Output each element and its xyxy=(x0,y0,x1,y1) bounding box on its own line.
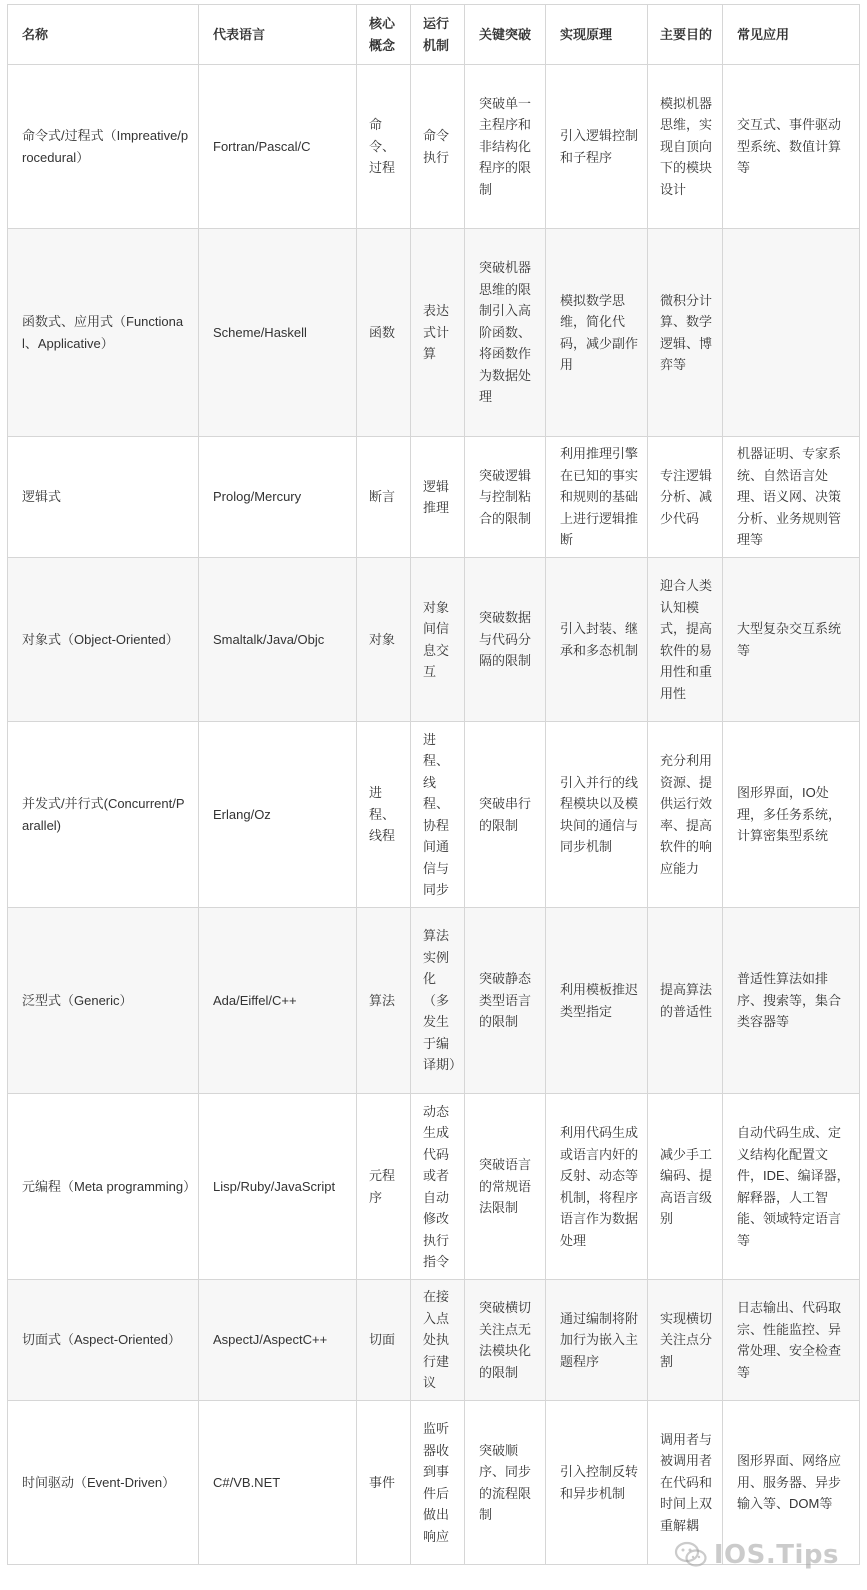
cell-principle: 利用代码生成或语言内奸的反射、动态等机制，将程序语言作为数据处理 xyxy=(546,1094,648,1280)
cell-purpose: 微积分计算、数学逻辑、博弈等 xyxy=(648,229,723,437)
cell-breakthrough: 突破顺序、同步的流程限制 xyxy=(465,1401,546,1565)
table-row xyxy=(8,722,860,908)
cell-name: 元编程（Meta programming） xyxy=(8,1094,199,1280)
cell-principle: 引入封装、继承和多态机制 xyxy=(546,558,648,722)
cell-principle: 利用模板推迟类型指定 xyxy=(546,908,648,1094)
header-core-concept: 核心概念 xyxy=(357,5,411,65)
cell-purpose: 提高算法的普适性 xyxy=(648,908,723,1094)
cell-applications xyxy=(723,229,860,437)
cell-name: 逻辑式 xyxy=(8,437,199,558)
cell-core-concept: 算法 xyxy=(357,908,411,1094)
cell-mechanism: 对象间信息交互 xyxy=(411,558,465,722)
header-purpose: 主要目的 xyxy=(648,5,723,65)
cell-language: Erlang/Oz xyxy=(199,722,357,908)
cell-principle: 引入逻辑控制和子程序 xyxy=(546,65,648,229)
cell-mechanism: 算法实例化（多发生于编译期） xyxy=(411,908,465,1094)
cell-language: Lisp/Ruby/JavaScript xyxy=(199,1094,357,1280)
table-row xyxy=(8,558,860,722)
cell-mechanism: 动态生成代码或者自动修改执行指令 xyxy=(411,1094,465,1280)
cell-breakthrough: 突破逻辑与控制粘合的限制 xyxy=(465,437,546,558)
cell-mechanism: 进程、线程、协程间通信与同步 xyxy=(411,722,465,908)
cell-core-concept: 对象 xyxy=(357,558,411,722)
table-row xyxy=(8,1094,860,1280)
header-applications: 常见应用 xyxy=(723,5,860,65)
cell-name: 切面式（Aspect-Oriented） xyxy=(8,1280,199,1401)
cell-principle: 引入控制反转和异步机制 xyxy=(546,1401,648,1565)
table-row xyxy=(8,65,860,229)
cell-core-concept: 函数 xyxy=(357,229,411,437)
cell-applications: 图形界面、网络应用、服务器、异步输入等、DOM等 xyxy=(723,1401,860,1565)
cell-mechanism: 逻辑推理 xyxy=(411,437,465,558)
cell-applications: 大型复杂交互系统等 xyxy=(723,558,860,722)
cell-name: 对象式（Object-Oriented） xyxy=(8,558,199,722)
cell-principle: 通过编制将附加行为嵌入主题程序 xyxy=(546,1280,648,1401)
cell-core-concept: 事件 xyxy=(357,1401,411,1565)
cell-mechanism: 命令执行 xyxy=(411,65,465,229)
cell-core-concept: 命令、过程 xyxy=(357,65,411,229)
header-language: 代表语言 xyxy=(199,5,357,65)
header-row xyxy=(8,5,860,65)
cell-applications: 日志输出、代码取宗、性能监控、异常处理、安全检查等 xyxy=(723,1280,860,1401)
cell-purpose: 专注逻辑分析、减少代码 xyxy=(648,437,723,558)
watermark-text: IOS.Tips xyxy=(713,1540,839,1570)
cell-applications: 普适性算法如排序、搜索等，集合类容器等 xyxy=(723,908,860,1094)
cell-language: C#/VB.NET xyxy=(199,1401,357,1565)
cell-breakthrough: 突破串行的限制 xyxy=(465,722,546,908)
cell-applications: 自动代码生成、定义结构化配置文件，IDE、编译器，解释器，人工智能、领域特定语言等 xyxy=(723,1094,860,1280)
header-name: 名称 xyxy=(8,5,199,65)
cell-breakthrough: 突破单一主程序和非结构化程序的限制 xyxy=(465,65,546,229)
cell-name: 命令式/过程式（Impreative/procedural） xyxy=(8,65,199,229)
cell-language: AspectJ/AspectC++ xyxy=(199,1280,357,1401)
cell-language: Scheme/Haskell xyxy=(199,229,357,437)
cell-principle: 利用推理引擎在已知的事实和规则的基础上进行逻辑推断 xyxy=(546,437,648,558)
cell-principle: 引入并行的线程模块以及模块间的通信与同步机制 xyxy=(546,722,648,908)
cell-name: 函数式、应用式（Functional、Applicative） xyxy=(8,229,199,437)
table-row xyxy=(8,1280,860,1401)
cell-breakthrough: 突破语言的常规语法限制 xyxy=(465,1094,546,1280)
cell-core-concept: 元程序 xyxy=(357,1094,411,1280)
cell-mechanism: 表达式计算 xyxy=(411,229,465,437)
cell-breakthrough: 突破静态类型语言的限制 xyxy=(465,908,546,1094)
cell-purpose: 迎合人类认知模式，提高软件的易用性和重用性 xyxy=(648,558,723,722)
cell-core-concept: 进程、线程 xyxy=(357,722,411,908)
cell-applications: 图形界面，IO处理，多任务系统，计算密集型系统 xyxy=(723,722,860,908)
cell-breakthrough: 突破横切关注点无法模块化的限制 xyxy=(465,1280,546,1401)
header-mechanism: 运行机制 xyxy=(411,5,465,65)
cell-language: Fortran/Pascal/C xyxy=(199,65,357,229)
cell-name: 并发式/并行式(Concurrent/Parallel) xyxy=(8,722,199,908)
table-container xyxy=(7,4,859,1565)
cell-applications: 机器证明、专家系统、自然语言处理、语义网、决策分析、业务规则管理等 xyxy=(723,437,860,558)
cell-purpose: 减少手工编码、提高语言级别 xyxy=(648,1094,723,1280)
cell-breakthrough: 突破数据与代码分隔的限制 xyxy=(465,558,546,722)
cell-name: 时间驱动（Event-Driven） xyxy=(8,1401,199,1565)
cell-mechanism: 在接入点处执行建议 xyxy=(411,1280,465,1401)
cell-core-concept: 切面 xyxy=(357,1280,411,1401)
table-row xyxy=(8,908,860,1094)
cell-mechanism: 监听器收到事件后做出响应 xyxy=(411,1401,465,1565)
cell-purpose: 调用者与被调用者在代码和时间上双重解耦 xyxy=(648,1401,723,1565)
cell-applications: 交互式、事件驱动型系统、数值计算等 xyxy=(723,65,860,229)
table-row xyxy=(8,229,860,437)
paradigm-table xyxy=(7,4,860,1565)
cell-language: Prolog/Mercury xyxy=(199,437,357,558)
cell-purpose: 模拟机器思维，实现自顶向下的模块设计 xyxy=(648,65,723,229)
cell-language: Smaltalk/Java/Objc xyxy=(199,558,357,722)
cell-name: 泛型式（Generic） xyxy=(8,908,199,1094)
table-row xyxy=(8,1401,860,1565)
cell-core-concept: 断言 xyxy=(357,437,411,558)
cell-purpose: 实现横切关注点分割 xyxy=(648,1280,723,1401)
cell-purpose: 充分利用资源、提供运行效率、提高软件的响应能力 xyxy=(648,722,723,908)
cell-language: Ada/Eiffel/C++ xyxy=(199,908,357,1094)
table-row xyxy=(8,437,860,558)
cell-breakthrough: 突破机器思维的限制引入高阶函数、将函数作为数据处理 xyxy=(465,229,546,437)
cell-principle: 模拟数学思维，简化代码，减少副作用 xyxy=(546,229,648,437)
header-principle: 实现原理 xyxy=(546,5,648,65)
header-breakthrough: 关键突破 xyxy=(465,5,546,65)
